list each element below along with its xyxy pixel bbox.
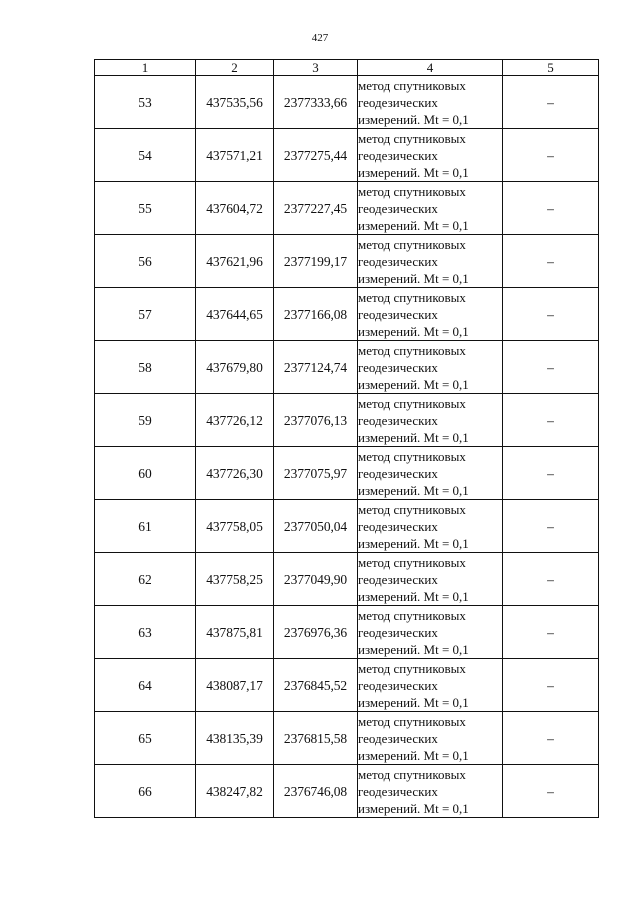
table-row xyxy=(95,394,599,447)
note-cell: – xyxy=(503,765,599,818)
method-line: геодезических xyxy=(358,306,438,322)
x-coordinate-cell: 437679,80 xyxy=(196,341,274,394)
method-line: метод спутниковых xyxy=(358,448,466,464)
method-line: метод спутниковых xyxy=(358,77,466,93)
method-line: геодезических xyxy=(358,94,438,110)
method-line: измерений. Mt = 0,1 xyxy=(358,694,469,710)
method-line: метод спутниковых xyxy=(358,130,466,146)
table-row xyxy=(95,235,599,288)
method-cell xyxy=(358,659,503,712)
note-cell: – xyxy=(503,712,599,765)
method-line: измерений. Mt = 0,1 xyxy=(358,270,469,286)
method-line: метод спутниковых xyxy=(358,501,466,517)
point-number-cell: 61 xyxy=(95,500,196,553)
y-coordinate-cell: 2376815,58 xyxy=(274,712,358,765)
method-cell xyxy=(358,606,503,659)
method-line: измерений. Mt = 0,1 xyxy=(358,429,469,445)
x-coordinate-cell: 437604,72 xyxy=(196,182,274,235)
table-row xyxy=(95,553,599,606)
y-coordinate-cell: 2376845,52 xyxy=(274,659,358,712)
y-coordinate-cell: 2376976,36 xyxy=(274,606,358,659)
note-cell: – xyxy=(503,447,599,500)
point-number-cell: 59 xyxy=(95,394,196,447)
method-line: геодезических xyxy=(358,571,438,587)
x-coordinate-cell: 437621,96 xyxy=(196,235,274,288)
point-number-cell: 55 xyxy=(95,182,196,235)
method-line: геодезических xyxy=(358,412,438,428)
table-row xyxy=(95,606,599,659)
method-cell xyxy=(358,129,503,182)
y-coordinate-cell: 2377275,44 xyxy=(274,129,358,182)
method-line: метод спутниковых xyxy=(358,183,466,199)
point-number-cell: 66 xyxy=(95,765,196,818)
table-row xyxy=(95,341,599,394)
x-coordinate-cell: 438135,39 xyxy=(196,712,274,765)
coordinates-table xyxy=(94,59,599,818)
note-cell: – xyxy=(503,553,599,606)
y-coordinate-cell: 2377333,66 xyxy=(274,76,358,129)
y-coordinate-cell: 2377227,45 xyxy=(274,182,358,235)
method-line: геодезических xyxy=(358,624,438,640)
method-line: измерений. Mt = 0,1 xyxy=(358,376,469,392)
table-row xyxy=(95,447,599,500)
table-row xyxy=(95,76,599,129)
note-cell: – xyxy=(503,606,599,659)
method-line: измерений. Mt = 0,1 xyxy=(358,482,469,498)
point-number-cell: 65 xyxy=(95,712,196,765)
method-line: измерений. Mt = 0,1 xyxy=(358,323,469,339)
method-line: геодезических xyxy=(358,783,438,799)
point-number-cell: 60 xyxy=(95,447,196,500)
note-cell: – xyxy=(503,659,599,712)
method-line: измерений. Mt = 0,1 xyxy=(358,164,469,180)
y-coordinate-cell: 2377166,08 xyxy=(274,288,358,341)
method-cell xyxy=(358,288,503,341)
point-number-cell: 56 xyxy=(95,235,196,288)
y-coordinate-cell: 2377049,90 xyxy=(274,553,358,606)
note-cell: – xyxy=(503,235,599,288)
method-cell xyxy=(358,447,503,500)
point-number-cell: 58 xyxy=(95,341,196,394)
note-cell: – xyxy=(503,129,599,182)
method-cell xyxy=(358,765,503,818)
method-line: геодезических xyxy=(358,359,438,375)
x-coordinate-cell: 437875,81 xyxy=(196,606,274,659)
point-number-cell: 53 xyxy=(95,76,196,129)
x-coordinate-cell: 437726,30 xyxy=(196,447,274,500)
point-number-cell: 64 xyxy=(95,659,196,712)
y-coordinate-cell: 2377124,74 xyxy=(274,341,358,394)
x-coordinate-cell: 437571,21 xyxy=(196,129,274,182)
x-coordinate-cell: 437644,65 xyxy=(196,288,274,341)
method-line: измерений. Mt = 0,1 xyxy=(358,111,469,127)
method-line: измерений. Mt = 0,1 xyxy=(358,535,469,551)
method-cell xyxy=(358,182,503,235)
note-cell: – xyxy=(503,182,599,235)
method-line: измерений. Mt = 0,1 xyxy=(358,588,469,604)
method-line: метод спутниковых xyxy=(358,607,466,623)
method-line: измерений. Mt = 0,1 xyxy=(358,641,469,657)
table-row xyxy=(95,500,599,553)
method-line: измерений. Mt = 0,1 xyxy=(358,217,469,233)
x-coordinate-cell: 437758,25 xyxy=(196,553,274,606)
column-header-2: 2 xyxy=(196,60,274,76)
point-number-cell: 54 xyxy=(95,129,196,182)
method-line: метод спутниковых xyxy=(358,713,466,729)
note-cell: – xyxy=(503,500,599,553)
method-line: метод спутниковых xyxy=(358,236,466,252)
column-header-5: 5 xyxy=(503,60,599,76)
table-row xyxy=(95,129,599,182)
method-cell xyxy=(358,553,503,606)
method-line: метод спутниковых xyxy=(358,395,466,411)
y-coordinate-cell: 2376746,08 xyxy=(274,765,358,818)
y-coordinate-cell: 2377076,13 xyxy=(274,394,358,447)
header-row xyxy=(95,60,599,76)
table-row xyxy=(95,659,599,712)
method-cell xyxy=(358,76,503,129)
page-number: 427 xyxy=(311,32,329,44)
point-number-cell: 57 xyxy=(95,288,196,341)
method-cell xyxy=(358,341,503,394)
method-line: измерений. Mt = 0,1 xyxy=(358,747,469,763)
y-coordinate-cell: 2377050,04 xyxy=(274,500,358,553)
method-cell xyxy=(358,712,503,765)
method-line: геодезических xyxy=(358,200,438,216)
x-coordinate-cell: 437726,12 xyxy=(196,394,274,447)
note-cell: – xyxy=(503,394,599,447)
method-line: метод спутниковых xyxy=(358,342,466,358)
method-line: геодезических xyxy=(358,518,438,534)
note-cell: – xyxy=(503,76,599,129)
column-header-4: 4 xyxy=(358,60,503,76)
method-line: метод спутниковых xyxy=(358,660,466,676)
note-cell: – xyxy=(503,341,599,394)
method-line: метод спутниковых xyxy=(358,766,466,782)
point-number-cell: 63 xyxy=(95,606,196,659)
method-line: геодезических xyxy=(358,253,438,269)
x-coordinate-cell: 437758,05 xyxy=(196,500,274,553)
method-line: измерений. Mt = 0,1 xyxy=(358,800,469,816)
y-coordinate-cell: 2377075,97 xyxy=(274,447,358,500)
method-cell xyxy=(358,500,503,553)
y-coordinate-cell: 2377199,17 xyxy=(274,235,358,288)
method-line: геодезических xyxy=(358,730,438,746)
table-row xyxy=(95,288,599,341)
table-row xyxy=(95,765,599,818)
table-row xyxy=(95,712,599,765)
method-cell xyxy=(358,394,503,447)
method-line: геодезических xyxy=(358,677,438,693)
method-cell xyxy=(358,235,503,288)
table-row xyxy=(95,182,599,235)
method-line: метод спутниковых xyxy=(358,554,466,570)
table-body xyxy=(95,76,599,818)
point-number-cell: 62 xyxy=(95,553,196,606)
column-header-1: 1 xyxy=(95,60,196,76)
method-line: геодезических xyxy=(358,465,438,481)
note-cell: – xyxy=(503,288,599,341)
x-coordinate-cell: 438247,82 xyxy=(196,765,274,818)
method-line: геодезических xyxy=(358,147,438,163)
method-line: метод спутниковых xyxy=(358,289,466,305)
x-coordinate-cell: 437535,56 xyxy=(196,76,274,129)
x-coordinate-cell: 438087,17 xyxy=(196,659,274,712)
column-header-3: 3 xyxy=(274,60,358,76)
